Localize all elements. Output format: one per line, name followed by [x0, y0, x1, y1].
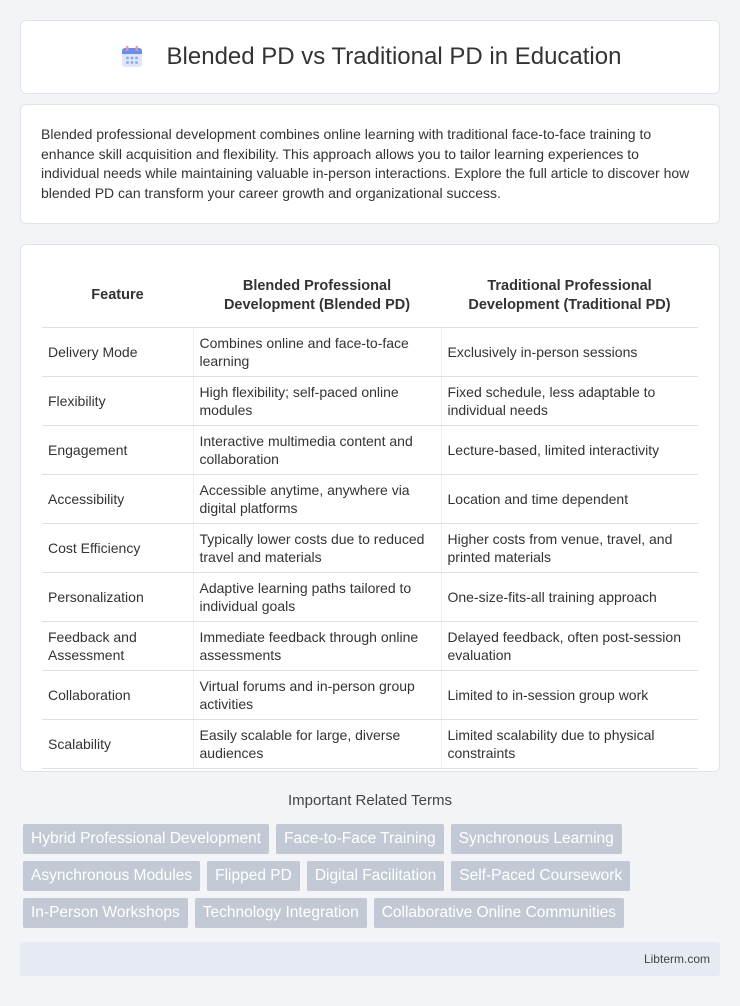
column-header-feature: Feature [42, 265, 193, 327]
tag-row [23, 898, 723, 928]
calendar-icon [119, 44, 145, 70]
table-row [42, 425, 698, 474]
related-terms-title: Important Related Terms [288, 792, 452, 809]
footer [20, 942, 720, 976]
intro-card [20, 104, 720, 224]
column-header-traditional: Traditional Professional Development (Traditional PD) [441, 265, 698, 327]
traditional-cell: Location and time dependent [441, 474, 698, 523]
table-row [42, 719, 698, 768]
related-term-tag[interactable]: Hybrid Professional Development [23, 824, 269, 854]
table-row [42, 474, 698, 523]
related-term-tag[interactable]: Flipped PD [207, 861, 300, 891]
blended-cell: Accessible anytime, anywhere via digital platforms [193, 474, 441, 523]
feature-cell: Engagement [42, 425, 193, 474]
blended-cell: Adaptive learning paths tailored to individual goals [193, 572, 441, 621]
related-term-tag[interactable]: Face-to-Face Training [276, 824, 444, 854]
traditional-cell: Exclusively in-person sessions [441, 327, 698, 376]
blended-cell: Combines online and face-to-face learning [193, 327, 441, 376]
traditional-cell: Fixed schedule, less adaptable to individual needs [441, 376, 698, 425]
tag-row [23, 824, 723, 854]
column-header-blended: Blended Professional Development (Blended PD) [193, 265, 441, 327]
related-term-tag[interactable]: Digital Facilitation [307, 861, 444, 891]
traditional-cell: Limited to in-session group work [441, 670, 698, 719]
table-row [42, 327, 698, 376]
traditional-cell: Limited scalability due to physical constraints [441, 719, 698, 768]
blended-cell: Easily scalable for large, diverse audiences [193, 719, 441, 768]
related-term-tag[interactable]: Collaborative Online Communities [374, 898, 624, 928]
blended-cell: Immediate feedback through online assessments [193, 621, 441, 670]
traditional-cell: Lecture-based, limited interactivity [441, 425, 698, 474]
feature-cell: Flexibility [42, 376, 193, 425]
table-row [42, 621, 698, 670]
table-row [42, 523, 698, 572]
feature-cell: Accessibility [42, 474, 193, 523]
footer-site-link[interactable]: Libterm.com [643, 952, 710, 966]
traditional-cell: Higher costs from venue, travel, and printed materials [441, 523, 698, 572]
traditional-cell: One-size-fits-all training approach [441, 572, 698, 621]
related-term-tag[interactable]: Self-Paced Coursework [451, 861, 630, 891]
related-term-tag[interactable]: In-Person Workshops [23, 898, 188, 928]
blended-cell: Typically lower costs due to reduced travel and materials [193, 523, 441, 572]
related-term-tag[interactable]: Technology Integration [195, 898, 367, 928]
table-row [42, 376, 698, 425]
blended-cell: Virtual forums and in-person group activities [193, 670, 441, 719]
feature-cell: Cost Efficiency [42, 523, 193, 572]
table-row [42, 572, 698, 621]
page-title: Blended PD vs Traditional PD in Education [166, 43, 622, 70]
feature-cell: Delivery Mode [42, 327, 193, 376]
intro-text: Blended professional development combines online learning with traditional face-to-face training to enhance skill acquisition and flexibility. This approach allows you to tailor learning experiences to individual needs while maintaining valuable in-person interactions. Explore the full article to discover how blended PD can transform your career growth and organizational success. [41, 126, 690, 201]
related-term-tag[interactable]: Asynchronous Modules [23, 861, 200, 891]
feature-cell: Collaboration [42, 670, 193, 719]
tag-row [23, 861, 723, 891]
related-terms-list [23, 824, 723, 935]
feature-cell: Scalability [42, 719, 193, 768]
related-term-tag[interactable]: Synchronous Learning [451, 824, 622, 854]
feature-cell: Feedback and Assessment [42, 621, 193, 670]
table-row [42, 670, 698, 719]
comparison-table [42, 265, 698, 769]
feature-cell: Personalization [42, 572, 193, 621]
header-card [20, 20, 720, 94]
traditional-cell: Delayed feedback, often post-session evaluation [441, 621, 698, 670]
table-header-row [42, 265, 698, 327]
comparison-table-card [20, 244, 720, 772]
blended-cell: Interactive multimedia content and collaboration [193, 425, 441, 474]
blended-cell: High flexibility; self-paced online modules [193, 376, 441, 425]
